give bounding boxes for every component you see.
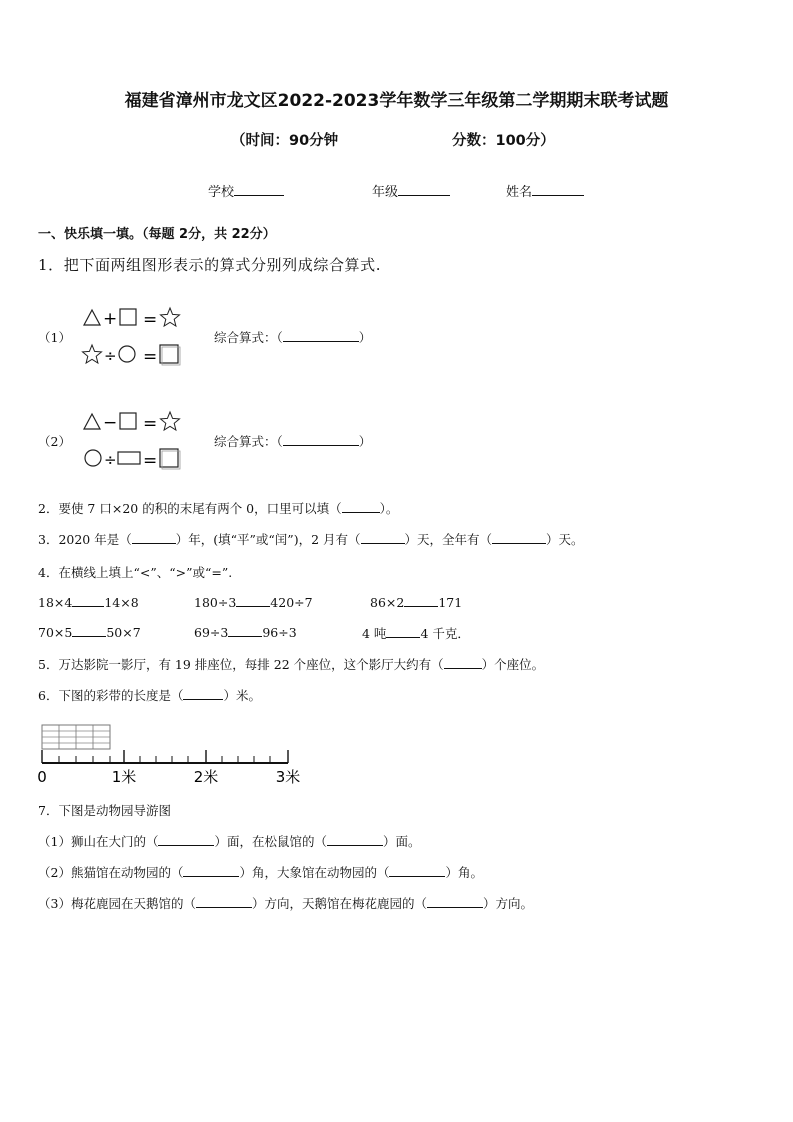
question-6: 6．下图的彩带的长度是（ ）米。 bbox=[38, 688, 261, 703]
ribbon-image bbox=[42, 725, 110, 749]
q3-blank-3[interactable] bbox=[492, 531, 546, 544]
equals-sign: = bbox=[143, 451, 158, 470]
square-icon bbox=[160, 449, 180, 469]
question-2: 2．要使 7 口×20 的积的末尾有两个 0，口里可以填（ ）。 bbox=[38, 501, 399, 516]
school-label: 学校 bbox=[208, 185, 235, 200]
name-field[interactable] bbox=[506, 181, 584, 200]
name-label: 姓名 bbox=[506, 185, 533, 200]
exam-time: （时间：90分钟 bbox=[231, 133, 339, 149]
q5-blank[interactable] bbox=[444, 656, 482, 669]
q1-part1-number: （1） bbox=[38, 330, 71, 345]
rectangle-icon bbox=[118, 452, 140, 464]
question-7-text: 7．下图是动物园导游图 bbox=[38, 803, 171, 818]
page-title: 福建省漳州市龙文区2022-2023学年数学三年级第二学期期末联考试题 bbox=[124, 91, 669, 111]
q3-blank-1[interactable] bbox=[132, 531, 176, 544]
grade-blank[interactable] bbox=[398, 183, 450, 196]
q7-part-1: （1）狮山在大门的（ ）面，在松鼠馆的（ ）面。 bbox=[38, 834, 421, 849]
square-icon bbox=[120, 309, 136, 325]
q4-item: 70×5 50×7 bbox=[38, 625, 141, 640]
ruler-label-0: 0 bbox=[37, 768, 47, 786]
square-icon bbox=[120, 413, 136, 429]
star-icon bbox=[161, 308, 180, 326]
divide-sign: ÷ bbox=[104, 451, 117, 469]
star-icon bbox=[83, 345, 102, 363]
q1-part2-number: （2） bbox=[38, 434, 71, 449]
section-heading: 一、快乐填一填。（每题 2分，共 22分） bbox=[38, 227, 276, 242]
ruler-label-2: 2米 bbox=[193, 768, 219, 786]
equals-sign: = bbox=[143, 310, 158, 330]
q4-item: 4 吨 4 千克． bbox=[362, 626, 470, 641]
circle-icon bbox=[85, 450, 101, 466]
ruler-label-1: 1米 bbox=[111, 768, 137, 786]
q3-blank-2[interactable] bbox=[361, 531, 405, 544]
q4-item: 18×4 14×8 bbox=[38, 595, 139, 610]
divide-sign: ÷ bbox=[104, 347, 117, 365]
question-4-text: 4．在横线上填上“<”、“>”或“=”. bbox=[38, 565, 233, 580]
q1-part1-answer[interactable]: 综合算式：（ ） bbox=[214, 330, 372, 345]
circle-icon bbox=[119, 346, 135, 362]
q1-part2-figure bbox=[80, 408, 190, 470]
name-blank[interactable] bbox=[532, 183, 584, 196]
q4-item: 69÷3 96÷3 bbox=[194, 625, 297, 640]
question-1-text: 1．把下面两组图形表示的算式分别列成综合算式. bbox=[38, 256, 382, 274]
question-3: 3．2020 年是（ ）年，(填“平”或“闰”)，2 月有（ ）天，全年有（ ）天。 bbox=[38, 532, 584, 547]
exam-score: 分数：100分） bbox=[452, 133, 555, 149]
q4-item: 180÷3 420÷7 bbox=[194, 595, 313, 610]
grade-field[interactable] bbox=[372, 181, 450, 200]
q1-part1-figure bbox=[80, 304, 190, 366]
q1-part2-answer[interactable]: 综合算式：（ ） bbox=[214, 434, 372, 449]
equals-sign: = bbox=[143, 414, 158, 434]
q4-item: 86×2 171 bbox=[370, 595, 463, 610]
square-icon bbox=[160, 345, 180, 365]
ruler-label-3: 3米 bbox=[275, 768, 301, 786]
school-field[interactable] bbox=[208, 181, 284, 200]
star-icon bbox=[161, 412, 180, 430]
school-blank[interactable] bbox=[234, 183, 284, 196]
q2-blank[interactable] bbox=[342, 500, 380, 513]
plus-sign: + bbox=[103, 309, 118, 329]
minus-sign: − bbox=[103, 413, 118, 433]
q7-part-2: （2）熊猫馆在动物园的（ ）角，大象馆在动物园的（ ）角。 bbox=[38, 865, 483, 880]
q6-blank[interactable] bbox=[183, 687, 223, 700]
triangle-icon bbox=[84, 310, 100, 325]
question-5: 5．万达影院一影厅，有 19 排座位，每排 22 个座位，这个影厅大约有（ ）个座位。 bbox=[38, 657, 545, 672]
ribbon-ruler-figure bbox=[36, 720, 306, 788]
triangle-icon bbox=[84, 414, 100, 429]
ruler bbox=[42, 750, 288, 763]
grade-label: 年级 bbox=[372, 185, 399, 200]
equals-sign: = bbox=[143, 347, 158, 366]
q7-part-3: （3）梅花鹿园在天鹅馆的（ ）方向，天鹅馆在梅花鹿园的（ ）方向。 bbox=[38, 896, 533, 911]
